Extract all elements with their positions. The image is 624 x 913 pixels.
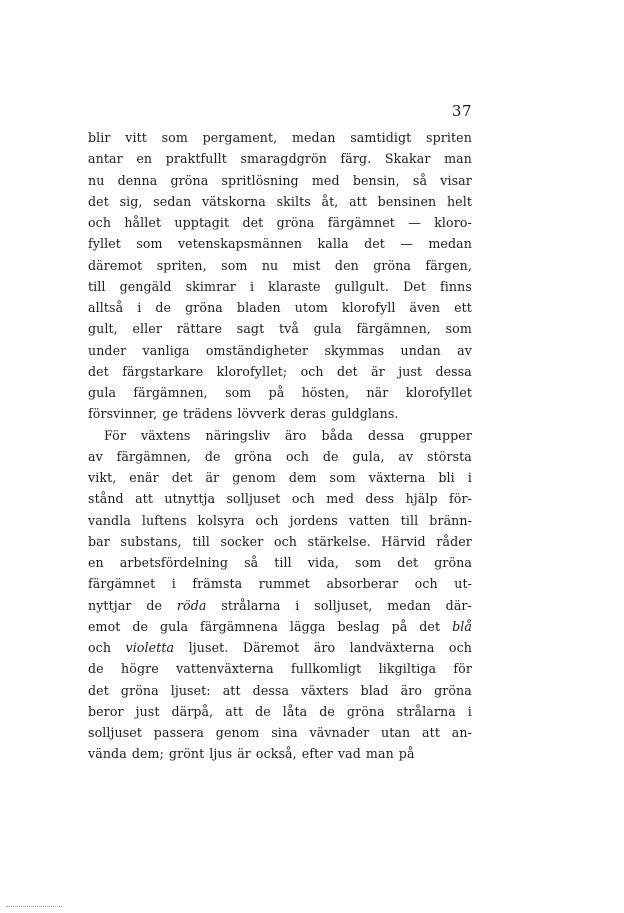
text-line: det färgstarkare klorofyllet; och det är just dessa [88,363,472,379]
text-line: försvinner, ge trädens lövverk deras guldglans. [88,406,399,422]
body-text [88,127,472,765]
text-line: alltså i de gröna bladen utom klorofyll även ett [88,300,472,315]
text-line: vikt, enär det är genom dem som växterna bli i [88,470,472,485]
text-line: det sig, sedan vätskorna skilts åt, att bensinen helt [88,193,472,209]
text-line: det gröna ljuset: att dessa växters blad äro gröna [88,682,472,698]
text-line: till gengäld skimrar i klaraste gullgult. Det finns [88,278,472,294]
text-line: solljuset passera genom sina vävnader utan att an- [88,725,472,740]
text-line: av färgämnen, de gröna och de gula, av största [88,448,472,464]
text-line: fyllet som vetenskapsmännen kalla det — medan [88,236,472,252]
text-line: däremot spriten, som nu mist den gröna färgen, [88,257,472,273]
page-number: 37 [451,102,472,120]
text-line: vända dem; grönt ljus är också, efter vad man på [88,746,415,762]
text-line: gula färgämnen, som på hösten, när klorofyllet [88,385,472,400]
text-line: nu denna gröna spritlösning med bensin, så visar [88,172,472,188]
text-line: antar en praktfullt smaragdgrön färg. Skakar man [88,151,472,167]
text-line: och violetta ljuset. Däremot äro landväxterna och [88,640,472,655]
text-line: stånd att utnyttja solljuset och med dess hjälp för- [88,491,472,507]
text-line: vandla luftens kolsyra och jordens vatten till bränn- [88,512,472,528]
text-line: blir vitt som pergament, medan samtidigt spriten [88,130,472,145]
text-line: och hållet upptagit det gröna färgämnet — kloro- [88,215,472,230]
text-line: beror just därpå, att de låta de gröna strålarna i [88,703,472,719]
text-line: de högre vattenväxterna fullkomligt likgiltiga för [88,661,472,677]
text-line: emot de gula färgämnena lägga beslag på det blå [88,618,472,634]
text-line: en arbetsfördelning så till vida, som det gröna [88,555,472,570]
text-line: under vanliga omständigheter skymmas undan av [88,342,472,358]
paragraph [88,127,472,425]
text-line: bar substans, till socker och stärkelse. Härvid råder [88,533,472,549]
text-line: nyttjar de röda strålarna i solljuset, medan där- [88,597,472,613]
text-line: gult, eller rättare sagt två gula färgämnen, som [88,321,472,337]
scan-artifact [6,906,62,909]
paragraph [88,425,472,765]
text-line: färgämnet i främsta rummet absorberar och ut- [88,576,472,592]
text-line: För växtens näringsliv äro båda dessa grupper [104,427,472,443]
